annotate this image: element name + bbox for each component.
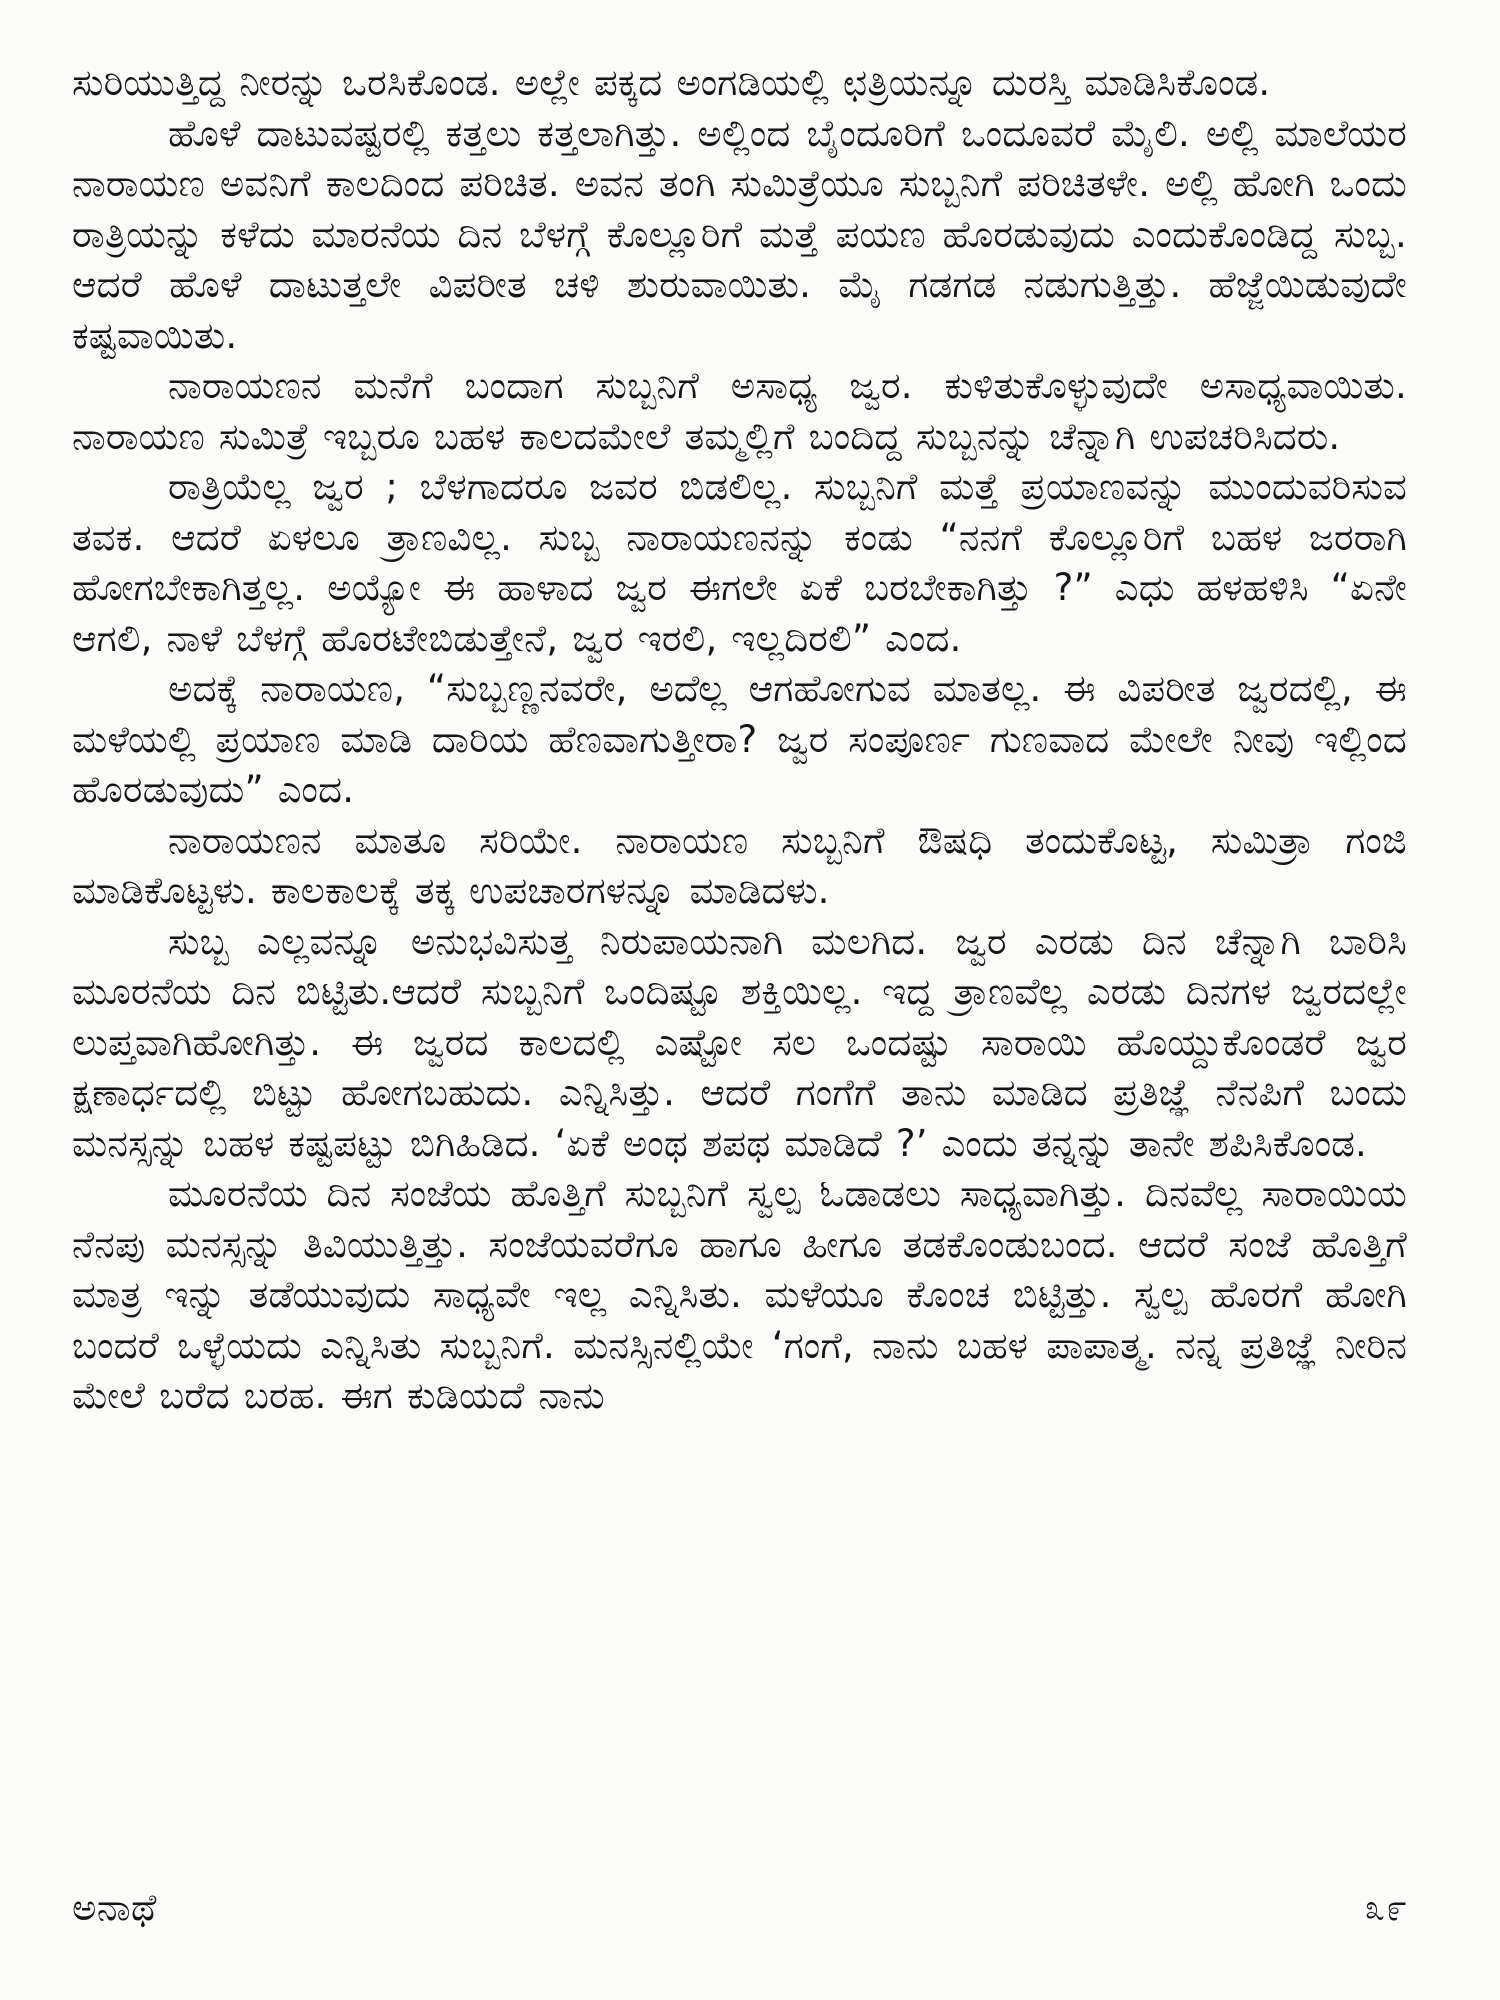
page-footer <box>72 1878 1408 1938</box>
paragraph-2: ಹೊಳೆ ದಾಟುವಷ್ಟರಲ್ಲಿ ಕತ್ತಲು ಕತ್ತಲಾಗಿತ್ತು. ಅಲ್ಲಿಂದ ಬೈಂದೂರಿಗೆ ಒಂದೂವರೆ ಮೈಲಿ. ಅಲ್ಲಿ ಮಾಲೆಯರ ನಾರಾಯಣ ಅವನಿಗೆ ಕಾಲದಿಂದ ಪರಿಚಿತ. ಅವನ ತಂಗಿ ಸುಮಿತ್ರೆಯೂ ಸುಬ್ಬನಿಗೆ ಪರಿಚಿತಳೇ. ಅಲ್ಲಿ ಹೋಗಿ ಒಂದು ರಾತ್ರಿಯನ್ನು ಕಳೆದು ಮಾರನೆಯ ದಿನ ಬೆಳಗ್ಗೆ ಕೊಲ್ಲೂರಿಗೆ ಮತ್ತೆ ಪಯಣ ಹೊರಡುವುದು ಎಂದುಕೊಂಡಿದ್ದ ಸುಬ್ಬ. ಆದರೆ ಹೊಳೆ ದಾಟುತ್ತಲೇ ವಿಪರೀತ ಚಳಿ ಶುರುವಾಯಿತು. ಮೈ ಗಡಗಡ ನಡುಗುತ್ತಿತ್ತು. ಹೆಜ್ಜೆಯಿಡುವುದೇ ಕಷ್ಟವಾಯಿತು. <box>72 111 1407 357</box>
paragraph-5: ಅದಕ್ಕೆ ನಾರಾಯಣ, “ಸುಬ್ಬಣ್ಣನವರೇ, ಅದೆಲ್ಲ ಆಗಹೋಗುವ ಮಾತಲ್ಲ. ಈ ವಿಪರೀತ ಜ್ವರದಲ್ಲಿ, ಈ ಮಳೆಯಲ್ಲಿ ಪ್ರಯಾಣ ಮಾಡಿ ದಾರಿಯ ಹೆಣವಾಗುತ್ತೀರಾ? ಜ್ವರ ಸಂಪೂರ್ಣ ಗುಣವಾದ ಮೇಲೇ ನೀವು ಇಲ್ಲಿಂದ ಹೊರಡುವುದು” ಎಂದ. <box>72 667 1407 811</box>
page-number: ೩೯ <box>1364 1886 1408 1929</box>
paragraph-8: ಮೂರನೆಯ ದಿನ ಸಂಜೆಯ ಹೊತ್ತಿಗೆ ಸುಬ್ಬನಿಗೆ ಸ್ವಲ್ಪ ಓಡಾಡಲು ಸಾಧ್ಯವಾಗಿತ್ತು. ದಿನವೆಲ್ಲ ಸಾರಾಯಿಯ ನೆನಪು ಮನಸ್ಸನ್ನು ತಿವಿಯುತ್ತಿತ್ತು. ಸಂಜೆಯವರೆಗೂ ಹಾಗೂ ಹೀಗೂ ತಡಕೊಂಡುಬಂದ. ಆದರೆ ಸಂಜೆ ಹೊತ್ತಿಗೆ ಮಾತ್ರ ಇನ್ನು ತಡೆಯುವುದು ಸಾಧ್ಯವೇ ಇಲ್ಲ ಎನ್ನಿಸಿತು. ಮಳೆಯೂ ಕೊಂಚ ಬಿಟ್ಟಿತ್ತು. ಸ್ವಲ್ಪ ಹೊರಗೆ ಹೋಗಿ ಬಂದರೆ ಒಳ್ಳೆಯದು ಎನ್ನಿಸಿತು ಸುಬ್ಬನಿಗೆ. ಮನಸ್ಸಿನಲ್ಲಿಯೇ ‘ಗಂಗೆ, ನಾನು ಬಹಳ ಪಾಪಾತ್ಮ. ನನ್ನ ಪ್ರತಿಜ್ಞೆ ನೀರಿನ ಮೇಲೆ ಬರೆದ ಬರಹ. ಈಗ ಕುಡಿಯದೆ ನಾನು <box>72 1172 1407 1417</box>
paragraph-4: ರಾತ್ರಿಯೆಲ್ಲ ಜ್ವರ ; ಬೆಳಗಾದರೂ ಜವರ ಬಿಡಲಿಲ್ಲ. ಸುಬ್ಬನಿಗೆ ಮತ್ತೆ ಪ್ರಯಾಣವನ್ನು ಮುಂದುವರಿಸುವ ತವಕ. ಆದರೆ ಏಳಲೂ ತ್ರಾಣವಿಲ್ಲ. ಸುಬ್ಬ ನಾರಾಯಣನನ್ನು ಕಂಡು “ನನಗೆ ಕೊಲ್ಲೂರಿಗೆ ಬಹಳ ಜರರಾಗಿ ಹೋಗಬೇಕಾಗಿತ್ತಲ್ಲ. ಅಯ್ಯೋ ಈ ಹಾಳಾದ ಜ್ವರ ಈಗಲೇ ಏಕೆ ಬರಬೇಕಾಗಿತ್ತು ?” ಎಧು ಹಳಹಳಿಸಿ “ಏನೇ ಆಗಲಿ, ನಾಳೆ ಬೆಳಗ್ಗೆ ಹೊರಟೇಬಿಡುತ್ತೇನೆ, ಜ್ವರ ಇರಲಿ, ಇಲ್ಲದಿರಲಿ” ಎಂದ. <box>72 465 1407 660</box>
paragraph-7: ಸುಬ್ಬ ಎಲ್ಲವನ್ನೂ ಅನುಭವಿಸುತ್ತ ನಿರುಪಾಯನಾಗಿ ಮಲಗಿದ. ಜ್ವರ ಎರಡು ದಿನ ಚೆನ್ನಾಗಿ ಬಾರಿಸಿ ಮೂರನೆಯ ದಿನ ಬಿಟ್ಟಿತು.ಆದರೆ ಸುಬ್ಬನಿಗೆ ಒಂದಿಷ್ಟೂ ಶಕ್ತಿಯಿಲ್ಲ. ಇದ್ದ ತ್ರಾಣವೆಲ್ಲ ಎರಡು ದಿನಗಳ ಜ್ವರದಲ್ಲೇ ಲುಪ್ತವಾಗಿಹೋಗಿತ್ತು. ಈ ಜ್ವರದ ಕಾಲದಲ್ಲಿ ಎಷ್ಟೋ ಸಲ ಒಂದಷ್ಟು ಸಾರಾಯಿ ಹೊಯ್ದುಕೊಂಡರೆ ಜ್ವರ ಕ್ಷಣಾರ್ಧದಲ್ಲಿ ಬಿಟ್ಟು ಹೋಗಬಹುದು. ಎನ್ನಿಸಿತ್ತು. ಆದರೆ ಗಂಗೆಗೆ ತಾನು ಮಾಡಿದ ಪ್ರತಿಜ್ಞೆ ನೆನಪಿಗೆ ಬಂದು ಮನಸ್ಸನ್ನು ಬಹಳ ಕಷ್ಟಪಟ್ಟು ಬಿಗಿಹಿಡಿದ. ‘ಏಕೆ ಅಂಥ ಶಪಥ ಮಾಡಿದೆ ?’ ಎಂದು ತನ್ನನ್ನು ತಾನೇ ಶಪಿಸಿಕೊಂಡ. <box>72 919 1407 1165</box>
body-text <box>72 58 1407 1422</box>
paragraph-6: ನಾರಾಯಣನ ಮಾತೂ ಸರಿಯೇ. ನಾರಾಯಣ ಸುಬ್ಬನಿಗೆ ಔಷಧಿ ತಂದುಕೊಟ್ಟ, ಸುಮಿತ್ರಾ ಗಂಜಿ ಮಾಡಿಕೊಟ್ಟಳು. ಕಾಲಕಾಲಕ್ಕೆ ತಕ್ಕ ಉಪಚಾರಗಳನ್ನೂ ಮಾಡಿದಳು. <box>72 818 1407 912</box>
book-title: ಅನಾಥೆ <box>72 1886 157 1929</box>
paragraph-1: ಸುರಿಯುತ್ತಿದ್ದ ನೀರನ್ನು ಒರಸಿಕೊಂಡ. ಅಲ್ಲೇ ಪಕ್ಕದ ಅಂಗಡಿಯಲ್ಲಿ ಛತ್ರಿಯನ್ನೂ ದುರಸ್ತಿ ಮಾಡಿಸಿಕೊಂಡ. <box>72 61 1271 104</box>
paragraph-3: ನಾರಾಯಣನ ಮನೆಗೆ ಬಂದಾಗ ಸುಬ್ಬನಿಗೆ ಅಸಾಧ್ಯ ಜ್ವರ. ಕುಳಿತುಕೊಳ್ಳುವುದೇ ಅಸಾಧ್ಯವಾಯಿತು. ನಾರಾಯಣ ಸುಮಿತ್ರೆ ಇಬ್ಬರೂ ಬಹಳ ಕಾಲದಮೇಲೆ ತಮ್ಮಲ್ಲಿಗೆ ಬಂದಿದ್ದ ಸುಬ್ಬನನ್ನು ಚೆನ್ನಾಗಿ ಉಪಚರಿಸಿದರು. <box>72 364 1407 458</box>
